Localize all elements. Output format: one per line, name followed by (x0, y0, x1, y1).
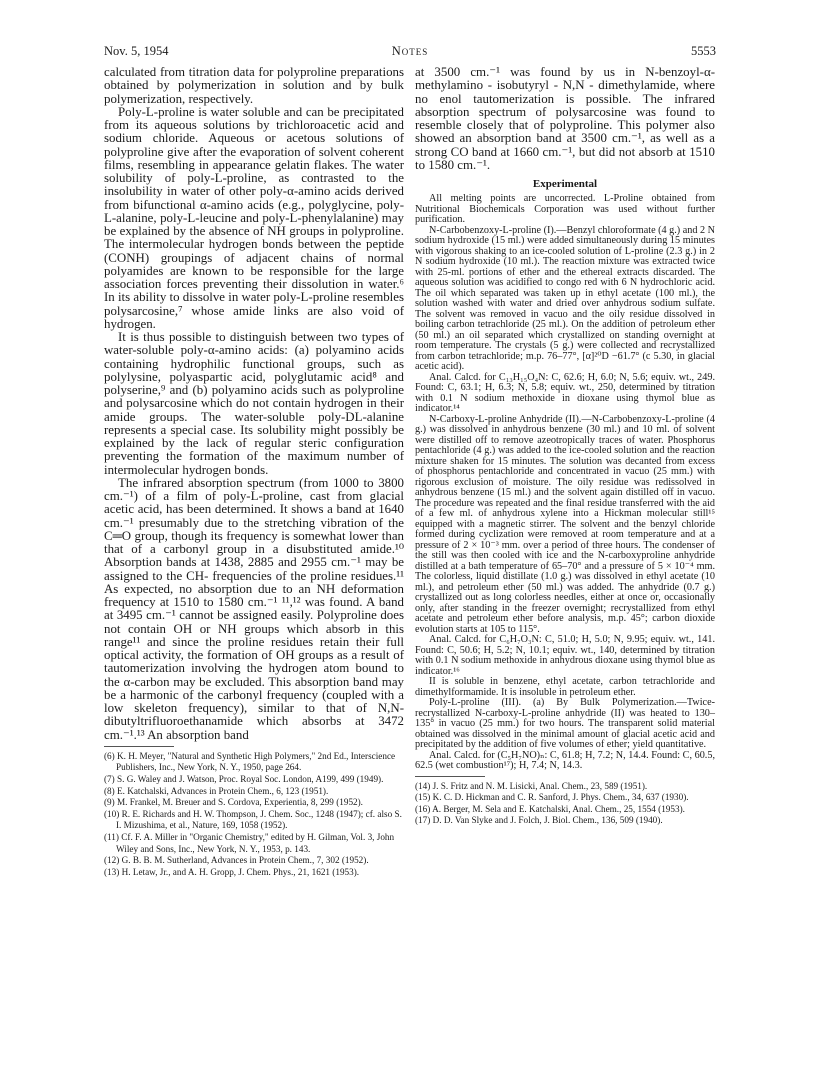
page-header (104, 44, 716, 60)
footnote: (13) H. Letaw, Jr., and A. H. Gropp, J. Chem. Phys., 21, 1621 (1953). (104, 866, 360, 877)
footnote: (11) Cf. F. A. Miller in "Organic Chemistry," edited by H. Gilman, Vol. 3, John Wiley and Sons, Inc., New York, N. Y., 1953, p. 143. (104, 831, 395, 854)
footnote: (10) R. E. Richards and H. W. Thompson, J. Chem. Soc., 1248 (1947); cf. also S. I. Mizushima, et al., Nature, 169, 1058 (1952). (104, 808, 402, 831)
body-paragraph: at 3500 cm.⁻¹ was found by us in N-benzoyl-α-methylamino - isobutyryl - N,N - dimethylamide, where no enol tautomerization is possible. The infrared absorption spectrum of polysarcosine was found to resemble closely that of polyproline. This polymer also showed an absorption band at 3500 cm.⁻¹, as well as a strong CO band at 1660 cm.⁻¹, but did not absorb at 1510 to 1580 cm.⁻¹. (415, 65, 715, 172)
body-paragraph: It is thus possible to distinguish between two types of water-soluble poly-α-amino acids: (a) polyamino acids containing hydrophilic functional groups, such as polylysine, polyaspartic acid, polyglutamic acid⁸ and polyserine,⁹ and (b) polyamino acids such as polyproline and polysarcosine which do not contain hydrogen in their amide groups. The water-soluble poly-DL-alanine represents a special case. Its solubility might possibly be explained by the lack of regular steric configuration preventing the formation of the maximum number of intermolecular hydrogen bonds. (104, 330, 404, 477)
experimental-paragraph: Anal. Calcd. for (C₅H₇NO)ₙ: C, 61.8; H, 7.2; N, 14.4. Found: C, 60.5, 62.5 (wet combustion¹⁷); H, 7.4; N, 14.3. (415, 749, 715, 771)
footnote: (16) A. Berger, M. Sela and E. Katchalski, Anal. Chem., 25, 1554 (1953). (415, 803, 685, 814)
footnote: (8) E. Katchalski, Advances in Protein Chem., 6, 123 (1951). (104, 785, 329, 796)
right-column (415, 66, 715, 827)
experimental-paragraph: N-Carboxy-L-proline Anhydride (II).—N-Carbobenzoxy-L-proline (4 g.) was dissolved in anhydrous benzene (30 ml.) and 10 ml. of solvent were distilled off to remove azeotropically traces of water. Phosphorus pentachloride (4 g.) was added to the ice-cooled solution and the reaction mixture shaken for 15 minutes. The solution was decanted from excess of phosphorus pentachloride and concentrated in vacuo (25 mm.) with rigorous exclusion of moisture. The oily residue was redissolved in anhydrous benzene (15 ml.) and the solvent again distilled off in vacuo. The procedure was repeated and the final residue transferred with the aid of a few ml. of anhydrous xylene into a Hickman molecular still¹⁵ equipped with a magnetic stirrer. The solvent and the benzyl chloride formed during cyclization were removed at room temperature and at a pressure of 2 × 10⁻³ mm. over a period of three hours. The condenser of the still was then cooled with ice and the N-carboxyproline anhydride distilled at a bath temperature of 65–70° and a pressure of 5 × 10⁻⁴ mm. The colorless, liquid distillate (1.0 g.) was dissolved in ethyl acetate (10 ml.), and petroleum ether (50 ml.) was added. The anhydride (0.7 g.) crystallized out as long colorless needles, either at once or, occasionally only, after standing in the freezer overnight; recrystallized from ethyl acetate and petroleum ether before analysis, m.p. 45°; carbon dioxide evolution starts at 105 to 115°. (415, 413, 715, 635)
footnote: (15) K. C. D. Hickman and C. R. Sanford, J. Phys. Chem., 34, 637 (1930). (415, 792, 689, 803)
footnote-divider (415, 776, 485, 777)
section-heading-experimental: Experimental (532, 178, 598, 190)
body-paragraph: Poly-L-proline is water soluble and can be precipitated from its aqueous solutions by trichloroacetic acid and sodium chloride. Aqueous or acetous solutions of polyproline give after the evaporation of solvent coherent films, resembling in appearance gelatin flakes. The water solubility of poly-L-proline, as contrasted to the insolubility in water of other poly-α-amino acids derived from bifunctional α-amino acids (e.g., polyglycine, poly-L-alanine, poly-L-leucine and poly-L-phenylalanine) may be explained by the absence of NH groups in polyproline. The intermolecular hydrogen bonds between the peptide (CONH) groupings of adjacent chains of normal polyamides are known to be responsible for the large association forces preventing their dissolution in water.⁶ In its ability to dissolve in water poly-L-proline resembles polysarcosine,⁷ whose amide links are also void of hydrogen. (104, 104, 405, 331)
left-column (104, 66, 404, 878)
experimental-paragraph: II is soluble in benzene, ethyl acetate, carbon tetrachloride and dimethylformamide. It is insoluble in petroleum ether. (415, 676, 715, 698)
header-date: Nov. 5, 1954 (104, 44, 169, 58)
experimental-paragraph: Anal. Calcd. for C₁₃H₁₅O₄N: C, 62.6; H, 6.0; N, 5.6; equiv. wt., 249. Found: C, 63.1; H, 6.3; N, 5.8; equiv. wt., 250, determined by titration with 0.1 N sodium methoxide in dioxane using thymol blue as indicator.¹⁴ (415, 371, 715, 414)
footnotes-left (104, 751, 404, 879)
experimental-paragraph: Poly-L-proline (III). (a) By Bulk Polymerization.—Twice-recrystallized N-carboxy-L-proline anhydride (II) was heated to 130–135° in vacuo (25 mm.) for two hours. The transparent solid material obtained was dissolved in the minimal amount of glacial acetic acid and precipitated by the addition of five volumes of ether; yield quantitative. (415, 697, 715, 750)
experimental-paragraph: N-Carbobenzoxy-L-proline (I).—Benzyl chloroformate (4 g.) and 2 N sodium hydroxide (15 ml.) were added simultaneously during 15 minutes with vigorous shaking to an ice-cooled solution of L-proline (2.3 g.) in 2 N sodium hydroxide (10 ml.). The reaction mixture was extracted twice with 25-ml. portions of ether and the ethereal extracts discarded. The aqueous solution was acidified to congo red with 6 N hydrochloric acid. The oil which separated was taken up in ethyl acetate (100 ml.), the solution washed with water and dried over anhydrous sodium sulfate. The solvent was removed in vacuo and the oily residue dissolved in boiling carbon tetrachloride (25 ml.). On the addition of petroleum ether (50 ml.) an oil separated which crystallized on standing overnight at room temperature. The crystals (5 g.) were collected and recrystallized from carbon tetrachloride; m.p. 76–77°, [α]²⁰D −61.7° (c 5.30, in glacial acetic acid). (415, 224, 716, 372)
experimental-paragraph: Anal. Calcd. for C₆H₇O₃N: C, 51.0; H, 5.0; N, 9.95; equiv. wt., 141. Found: C, 50.6; H, 5.2; N, 10.1; equiv. wt., 140, determined by titration with 0.1 N sodium methoxide in anhydrous dioxane using thymol blue as indicator.¹⁶ (415, 634, 715, 677)
experimental-paragraph: All melting points are uncorrected. L-Proline obtained from Nutritional Biochemicals Corporation was used without further purification. (415, 193, 715, 225)
header-page-number: 5553 (691, 44, 716, 58)
footnote: (14) J. S. Fritz and N. M. Lisicki, Anal. Chem., 23, 589 (1951). (415, 780, 648, 791)
footnote: (9) M. Frankel, M. Breuer and S. Cordova, Experientia, 8, 299 (1952). (104, 797, 363, 808)
footnotes-right (415, 781, 715, 827)
body-paragraph: calculated from titration data for polyproline preparations obtained by polymerization in solution and by bulk polymerization, respectively. (104, 65, 404, 106)
footnote: (12) G. B. B. M. Sutherland, Advances in Protein Chem., 7, 302 (1952). (104, 855, 369, 866)
footnote: (17) D. D. Van Slyke and J. Folch, J. Biol. Chem., 136, 509 (1940). (415, 815, 663, 826)
header-section: Notes (391, 44, 429, 58)
footnote: (7) S. G. Waley and J. Watson, Proc. Royal Soc. London, A199, 499 (1949). (104, 773, 384, 784)
body-paragraph: The infrared absorption spectrum (from 1000 to 3800 cm.⁻¹) of a film of poly-L-proline, cast from glacial acetic acid, has been determined. It shows a band at 1640 cm.⁻¹ presumably due to the stretching vibration of the C═O group, though its frequency is somewhat lower than that of a carbonyl group in a disubstituted amide.¹⁰ Absorption bands at 1438, 2885 and 2955 cm.⁻¹ may be assigned to the CH- frequencies of the proline residues.¹¹ As expected, no absorption due to an NH deformation frequency at 1510 to 1580 cm.⁻¹ ¹¹,¹² was found. A band at 3495 cm.⁻¹ cannot be assigned easily. Polyproline does not contain OH or NH groups which absorb in this range¹¹ and since the proline residues retain their full optical activity, the formation of OH groups as a result of tautomerization involving the hydrogen atom bound to the α-carbon may be excluded. This absorption band may be a harmonic of the carbonyl frequency (coupled with a low skeleton frequency), similar to that of N,N-dibutyltrifluoroethanamide which absorbs at 3472 cm.⁻¹.¹³ An absorption band (104, 475, 404, 742)
footnote-divider (104, 746, 174, 747)
footnote: (6) K. H. Meyer, "Natural and Synthetic High Polymers," 2nd Ed., Interscience Publishers, Inc., New York, N. Y., 1950, page 264. (104, 750, 396, 773)
